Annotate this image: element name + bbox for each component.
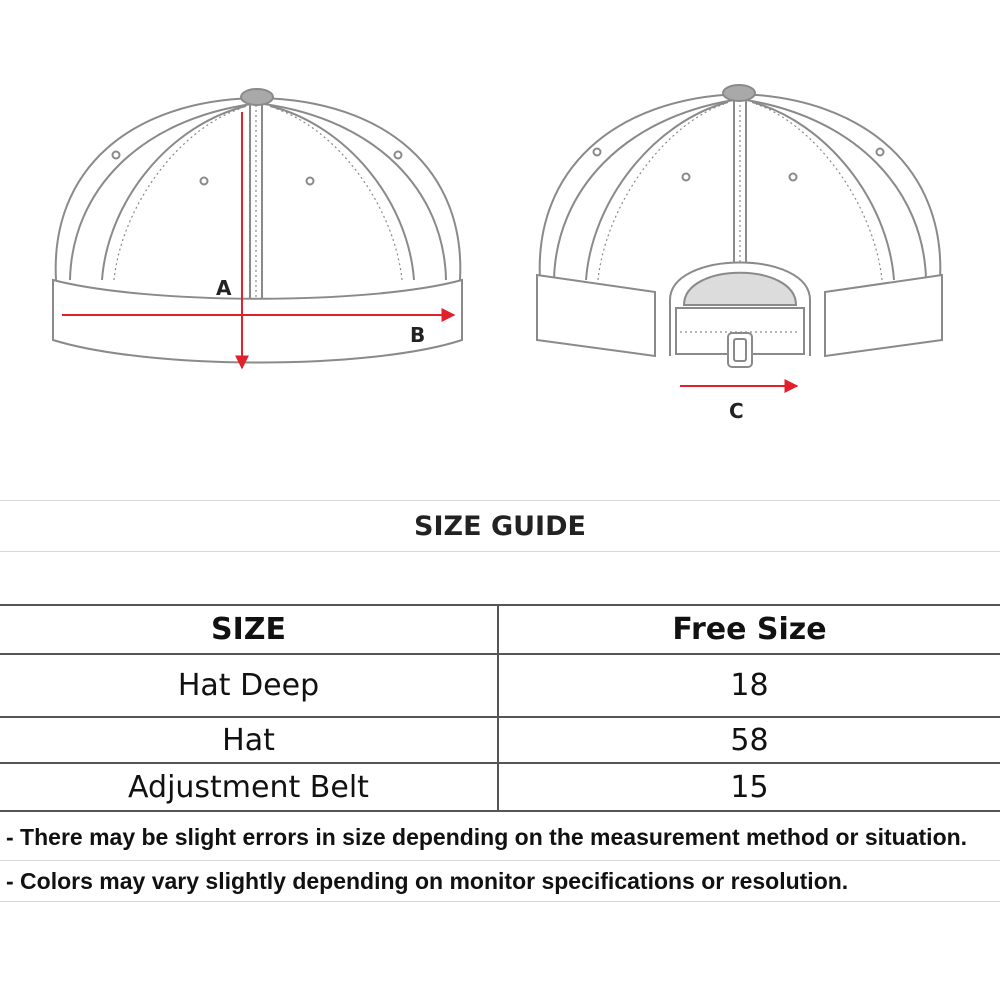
table-header-row	[0, 605, 1000, 654]
header-free-size: Free Size	[498, 605, 1000, 654]
size-table	[0, 604, 1000, 812]
table-row	[0, 763, 1000, 811]
spacer	[0, 552, 1000, 604]
table-row	[0, 717, 1000, 763]
row-name: Hat	[0, 717, 498, 763]
row-name: Hat Deep	[0, 654, 498, 717]
row-name: Adjustment Belt	[0, 763, 498, 811]
label-c: C	[729, 399, 744, 423]
label-b: B	[410, 323, 426, 347]
size-guide	[0, 500, 1000, 902]
row-value: 18	[498, 654, 1000, 717]
label-a: A	[216, 276, 232, 300]
hat-front-view	[53, 89, 462, 363]
hat-back-view	[537, 85, 942, 367]
row-value: 58	[498, 717, 1000, 763]
table-row	[0, 654, 1000, 717]
hat-measurement-diagram	[0, 0, 1000, 470]
row-value: 15	[498, 763, 1000, 811]
note-colors: - Colors may vary slightly depending on monitor specifications or resolution.	[0, 861, 1000, 902]
size-guide-title: SIZE GUIDE	[0, 500, 1000, 552]
notes	[0, 812, 1000, 902]
header-size: SIZE	[0, 605, 498, 654]
note-measurement: - There may be slight errors in size depending on the measurement method or situation.	[0, 812, 1000, 861]
